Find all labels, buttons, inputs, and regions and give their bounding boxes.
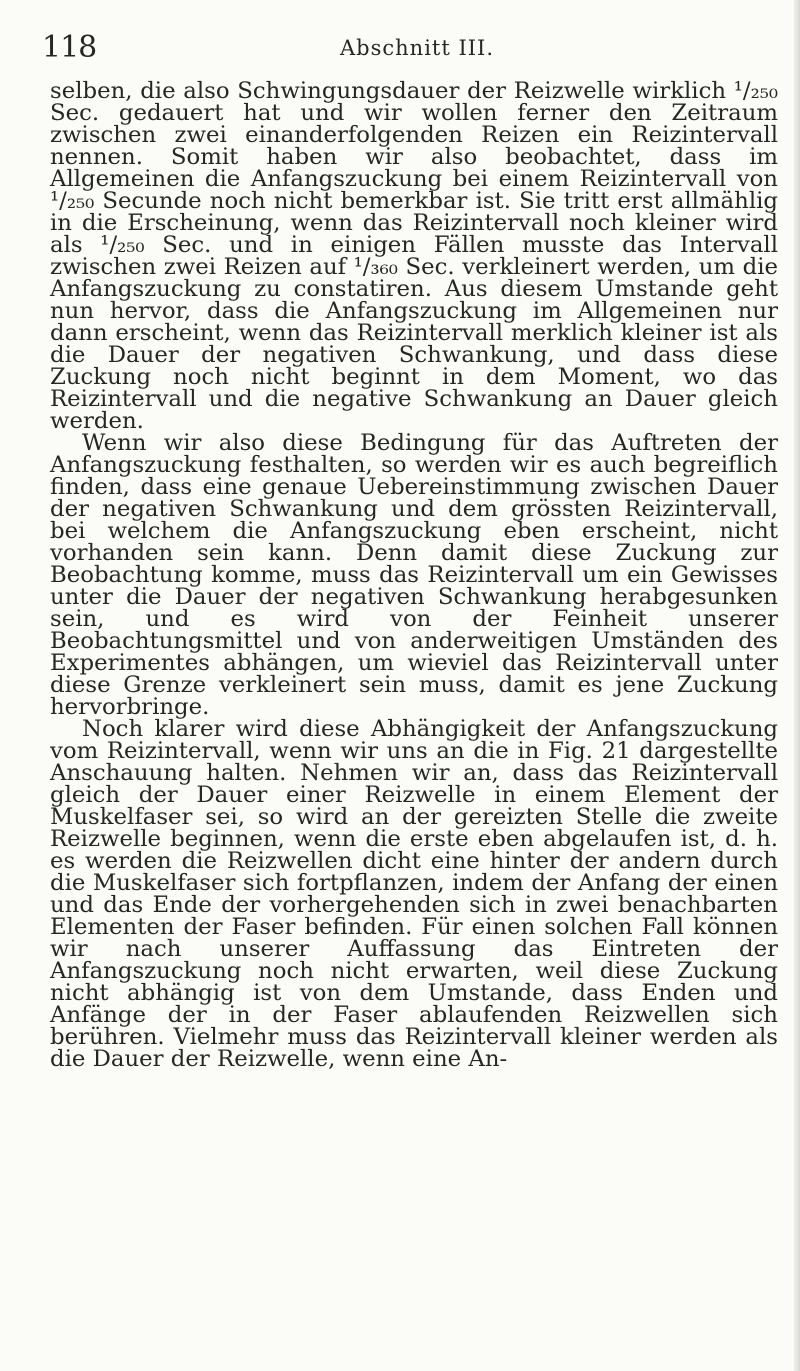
body-text [50, 80, 778, 1070]
paragraph-1: selben, die also Schwingungsdauer der Reizwelle wirklich ¹/₂₅₀ Sec. gedauert hat und wir wollen ferner den Zeitraum zwischen zwei einanderfolgenden Reizen ein Reizintervall nennen. Somit haben wir also beobachtet, dass im Allgemeinen die Anfangszuckung bei einem Reizintervall von ¹/₂₅₀ Secunde noch nicht bemerkbar ist. Sie tritt erst allmählig in die Erscheinung, wenn das Reizintervall noch kleiner wird als ¹/₂₅₀ Sec. und in einigen Fällen musste das Intervall zwischen zwei Reizen auf ¹/₃₆₀ Sec. verkleinert werden, um die Anfangszuckung zu constatiren. Aus diesem Umstande geht nun hervor, dass die Anfangszuckung im Allgemeinen nur dann erscheint, wenn das Reizintervall merklich kleiner ist als die Dauer der negativen Schwankung, und dass diese Zuckung noch nicht beginnt in dem Moment, wo das Reizintervall und die negative Schwankung an Dauer gleich werden. [50, 78, 778, 434]
paragraph-3: Noch klarer wird diese Abhängigkeit der Anfangszuckung vom Reizintervall, wenn wir uns an die in Fig. 21 dargestellte Anschauung halten. Nehmen wir an, dass das Reizintervall gleich der Dauer einer Reizwelle in einem Element der Muskelfaser sei, so wird an der gereizten Stelle die zweite Reizwelle beginnen, wenn die erste eben abgelaufen ist, d. h. es werden die Reizwellen dicht eine hinter der andern durch die Muskelfaser sich fortpflanzen, indem der Anfang der einen und das Ende der vorhergehenden sich in zwei benachbarten Elementen der Faser befinden. Für einen solchen Fall können wir nach unserer Auffassung das Eintreten der Anfangszuckung noch nicht erwarten, weil diese Zuckung nicht abhängig ist von dem Umstande, dass Enden und Anfänge der in der Faser ablaufenden Reizwellen sich berühren. Vielmehr muss das Reizintervall kleiner werden als die Dauer der Reizwelle, wenn eine An- [50, 716, 778, 1072]
page-number: 118 [42, 30, 97, 65]
paragraph-2: Wenn wir also diese Bedingung für das Auftreten der Anfangszuckung festhalten, so werden wir es auch begreiflich finden, dass eine genaue Uebereinstimmung zwischen Dauer der negativen Schwankung und dem grössten Reizintervall, bei welchem die Anfangszuckung eben erscheint, nicht vorhanden sein kann. Denn damit diese Zuckung zur Beobachtung komme, muss das Reizintervall um ein Gewisses unter die Dauer der negativen Schwankung herabgesunken sein, und es wird von der Feinheit unserer Beobachtungsmittel und von anderweitigen Umständen des Experimentes abhängen, um wieviel das Reizintervall unter diese Grenze verkleinert sein muss, damit es jene Zuckung hervorbringe. [50, 430, 778, 720]
page-edge-shadow [794, 0, 800, 1371]
page-header [40, 30, 760, 70]
running-head: Abschnitt III. [340, 36, 495, 60]
